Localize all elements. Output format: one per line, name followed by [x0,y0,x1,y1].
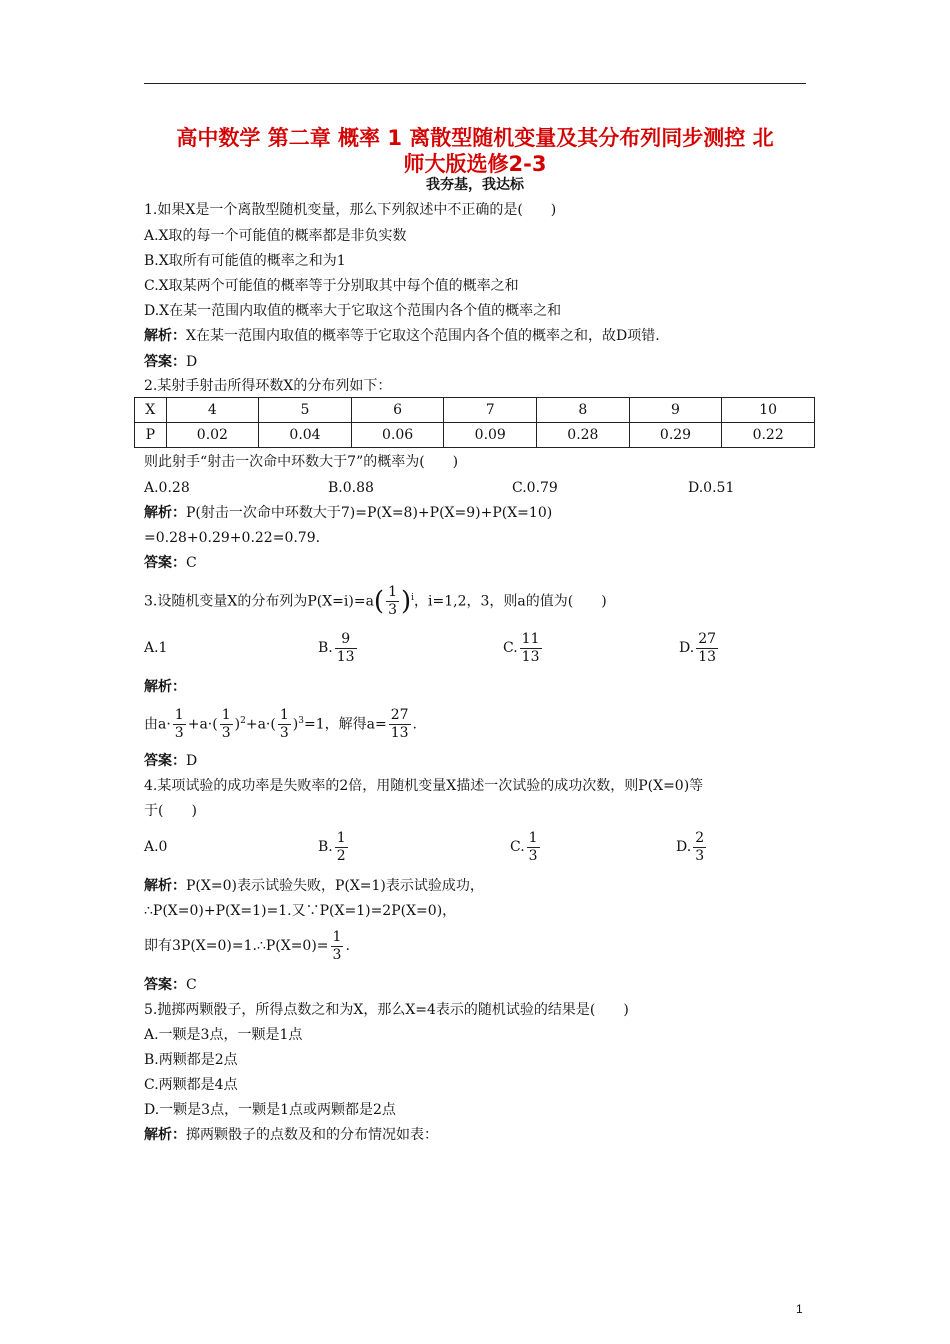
table-cell: 9 [629,398,722,423]
q3-stem-tail: ，i=1,2，3，则a的值为( ) [414,593,607,610]
solution-text: =1，解得a= [303,716,387,733]
table-cell: 0.22 [722,423,815,448]
q1-answer [144,352,197,372]
fraction [520,631,542,666]
q3-stem-text: 3.设随机变量X的分布列为P(X=i)=a [144,593,374,610]
q2-answer-value: C [186,555,197,571]
q2-stem: 2.某射手射击所得环数X的分布列如下： [144,378,392,394]
fraction-numerator: 1 [332,928,342,945]
q3-answer [144,751,197,771]
fraction-numerator: 27 [390,707,409,724]
fraction [220,707,233,742]
q1-answer-value: D [186,354,198,370]
fraction-denominator: 3 [528,847,538,864]
q5-option-c: C.两颗都是4点 [144,1077,238,1093]
q5-analysis-text: 掷两颗骰子的点数及和的分布情况如表： [186,1127,438,1143]
q5-analysis [144,1125,438,1145]
fraction [278,707,291,742]
q3-option-a: A.1 [144,640,168,656]
fraction [693,830,706,865]
fraction [335,631,357,666]
fraction [335,830,348,865]
fraction-denominator: 3 [695,847,705,864]
fraction-denominator: 2 [336,847,346,864]
fraction-denominator: 3 [388,602,397,619]
fraction-denominator: 13 [336,648,355,665]
solution-text: ) [292,716,299,733]
fraction-numerator: 1 [336,829,346,846]
q4-analysis [144,876,484,896]
q1-option-c: C.X取某两个可能值的概率等于分别取其中每个值的概率之和 [144,278,519,294]
q1-option-a: A.X取的每一个可能值的概率都是非负实数 [144,228,407,244]
fraction-numerator: 1 [528,829,538,846]
fraction-denominator: 3 [279,725,289,742]
fraction-numerator: 1 [221,707,231,724]
fraction-numerator: 1 [174,707,184,724]
left-paren: ( [373,586,385,617]
answer-label: 答案： [144,753,186,769]
fraction [386,584,399,619]
title-line-2: 师大版选修2-3 [403,152,547,176]
q4-stem-line-1: 4.某项试验的成功率是失败率的2倍，用随机变量X描述一次试验的成功次数，则P(X=0)等 [144,778,704,794]
q3-answer-value: D [186,753,198,769]
q2-analysis-line-2: =0.28+0.29+0.22=0.79. [144,530,321,546]
answer-label: 答案： [144,977,186,993]
q3-stem [144,578,607,622]
table-cell: 0.29 [629,423,722,448]
option-prefix: B. [318,640,333,656]
fraction-numerator: 1 [388,584,397,601]
q2-analysis [144,503,552,523]
table-cell: 0.02 [166,423,259,448]
q5-stem: 5.抛掷两颗骰子，所得点数之和为X，那么X=4表示的随机试验的结果是( ) [144,1002,629,1018]
fraction [331,929,344,964]
q1-option-d: D.X在某一范围内取值的概率大于它取这个范围内各个值的概率之和 [144,303,562,319]
exponent: i [411,593,415,603]
table-cell: 6 [351,398,444,423]
fraction-denominator: 3 [332,946,342,963]
q3-solution [144,701,417,745]
table-cell: 10 [722,398,815,423]
q4-option-a: A.0 [144,839,168,855]
solution-text: 由a· [144,716,171,733]
analysis-label: 解析： [144,328,186,344]
table-cell: 4 [166,398,259,423]
fraction-numerator: 27 [698,630,717,647]
option-prefix: B. [318,839,333,855]
option-prefix: C. [503,640,518,656]
q4-analysis-line-2: ∴P(X=0)+P(X=1)=1.又∵P(X=1)=2P(X=0)， [144,903,457,919]
table-cell: 0.28 [537,423,630,448]
answer-label: 答案： [144,555,186,571]
solution-text: . [412,716,417,733]
subtitle: 我夯基，我达标 [426,177,524,193]
q3-option-d [679,628,720,668]
q1-analysis-text: X在某一范围内取值的概率等于它取这个范围内各个值的概率之和，故D项错. [186,328,660,344]
q1-stem: 1.如果X是一个离散型随机变量，那么下列叙述中不正确的是( ) [144,202,557,218]
q4-option-b [318,827,350,867]
option-prefix: C. [510,839,525,855]
table-cell: 0.04 [259,423,352,448]
q3-analysis-label-line [144,677,186,697]
table-cell: P [135,423,167,448]
q2-analysis-line-1: P(射击一次命中环数大于7)=P(X=8)+P(X=9)+P(X=10) [186,505,553,521]
table-cell: 5 [259,398,352,423]
table-row [135,423,815,448]
table-row [135,398,815,423]
header-rule [144,83,806,84]
analysis-label: 解析： [144,679,186,695]
q3-option-c [503,628,544,668]
q2-option-a: A.0.28 [144,480,190,496]
fraction-denominator: 3 [221,725,231,742]
right-paren: ) [401,586,412,617]
q3-option-b [318,628,359,668]
answer-label: 答案： [144,354,186,370]
analysis-text: . [345,938,350,954]
analysis-label: 解析： [144,1127,186,1143]
fraction-numerator: 9 [341,630,351,647]
q5-option-b: B.两颗都是2点 [144,1052,238,1068]
fraction-numerator: 1 [279,707,289,724]
q4-answer [144,975,197,995]
q4-answer-value: C [186,977,197,993]
fraction [527,830,540,865]
analysis-text: 即有3P(X=0)=1.∴P(X=0)= [144,938,329,954]
title-line-1: 高中数学 第二章 概率 1 离散型随机变量及其分布列同步测控 北 [176,126,774,150]
fraction-denominator: 13 [390,725,409,742]
q2-question: 则此射手“射击一次命中环数大于7”的概率为( ) [144,454,459,470]
q4-analysis-line-1: P(X=0)表示试验失败，P(X=1)表示试验成功， [186,878,484,894]
fraction-denominator: 3 [174,725,184,742]
page-number: 1 [796,1302,803,1316]
exponent: 2 [240,716,246,726]
fraction [389,707,411,742]
q1-option-b: B.X取所有可能值的概率之和为1 [144,253,346,269]
solution-text: +a·( [187,716,218,733]
q2-answer [144,553,197,573]
q2-option-c: C.0.79 [512,480,558,496]
table-cell: 7 [444,398,537,423]
q1-analysis [144,326,660,346]
fraction [696,631,718,666]
table-cell: 0.06 [351,423,444,448]
analysis-label: 解析： [144,878,186,894]
table-cell: X [135,398,167,423]
q4-analysis-line-3 [144,926,350,966]
fraction-denominator: 13 [521,648,540,665]
table-cell: 0.09 [444,423,537,448]
fraction [173,707,186,742]
option-prefix: D. [676,839,692,855]
q2-option-b: B.0.88 [328,480,374,496]
solution-text: ) [234,716,241,733]
solution-text: +a·( [245,716,276,733]
q5-option-a: A.一颗是3点，一颗是1点 [144,1027,303,1043]
q5-option-d: D.一颗是3点，一颗是1点或两颗都是2点 [144,1102,396,1118]
q4-stem-line-2: 于( ) [144,803,197,819]
q4-option-c [510,827,542,867]
fraction-numerator: 2 [695,829,705,846]
distribution-table [134,397,815,448]
fraction-numerator: 11 [521,630,540,647]
q4-option-d [676,827,708,867]
fraction-denominator: 13 [698,648,717,665]
exponent: 3 [298,716,304,726]
analysis-label: 解析： [144,505,186,521]
option-prefix: D. [679,640,695,656]
table-cell: 8 [537,398,630,423]
q2-option-d: D.0.51 [688,480,735,496]
